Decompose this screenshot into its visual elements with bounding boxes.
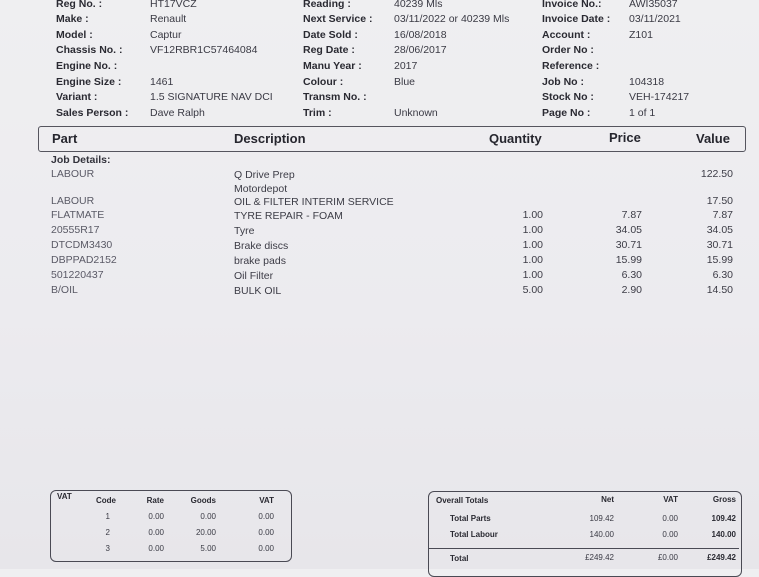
item-price: 2.90 <box>621 284 642 296</box>
vat-cell: 0.00 <box>258 512 274 521</box>
totals-gross: 140.00 <box>711 530 736 539</box>
item-description: TYRE REPAIR - FOAM <box>234 210 343 222</box>
totals-net: 140.00 <box>589 530 614 539</box>
field-value: 03/11/2022 or 40239 Mls <box>394 13 510 25</box>
item-quantity: 1.00 <box>522 209 543 221</box>
field-label: Job No : <box>542 76 584 88</box>
item-price: 30.71 <box>615 239 642 251</box>
field-value: Z101 <box>629 29 653 41</box>
totals-gross: 109.42 <box>711 514 736 523</box>
vat-cell: 3 <box>105 544 110 553</box>
item-description: BULK OIL <box>234 285 282 297</box>
item-value: 15.99 <box>706 254 733 266</box>
field-value: 1.5 SIGNATURE NAV DCI <box>150 91 273 103</box>
field-value: 1 of 1 <box>629 107 656 119</box>
field-label: Reading : <box>303 0 351 10</box>
field-value: 104318 <box>629 76 665 88</box>
field-label: Next Service : <box>303 13 373 25</box>
field-value: 16/08/2018 <box>394 29 447 41</box>
field-label: Trim : <box>303 107 332 119</box>
field-value: Renault <box>150 13 187 25</box>
item-quantity: 5.00 <box>522 284 543 296</box>
totals-column-header: VAT <box>663 495 678 504</box>
item-value: 34.05 <box>706 224 733 236</box>
item-quantity: 1.00 <box>522 239 543 251</box>
grand-total-gross: £249.42 <box>707 553 736 562</box>
field-label: Reg No. : <box>56 0 103 10</box>
field-label: Chassis No. : <box>56 44 123 56</box>
field-label: Variant : <box>56 91 98 103</box>
item-value: 14.50 <box>706 284 733 296</box>
description-column-header: Description <box>234 131 306 146</box>
vat-cell: 1 <box>105 512 110 521</box>
field-label: Stock No : <box>542 91 594 103</box>
field-value: 40239 Mls <box>394 0 443 10</box>
item-description: Motordepot <box>234 183 288 195</box>
vat-cell: 2 <box>105 528 110 537</box>
field-value: HT17VCZ <box>150 0 197 10</box>
item-value: 30.71 <box>706 239 733 251</box>
field-label: Manu Year : <box>303 60 362 72</box>
vat-cell: 0.00 <box>148 544 164 553</box>
grand-total-vat: £0.00 <box>657 553 678 562</box>
part-column-header: Part <box>52 131 78 146</box>
part-code: B/OIL <box>51 284 78 296</box>
field-label: Invoice Date : <box>542 13 611 25</box>
field-label: Colour : <box>303 76 344 88</box>
totals-column-header: Gross <box>712 495 736 504</box>
field-value: 1461 <box>150 76 174 88</box>
item-description: Brake discs <box>234 240 289 252</box>
field-value: Dave Ralph <box>150 107 205 119</box>
part-code: DTCDM3430 <box>51 239 113 251</box>
vat-column-header: Code <box>96 496 116 505</box>
field-label: Make : <box>56 13 89 25</box>
field-label: Order No : <box>542 44 594 56</box>
field-label: Account : <box>542 29 591 41</box>
value-column-header: Value <box>696 131 730 146</box>
item-value: 7.87 <box>712 209 733 221</box>
vat-cell: 0.00 <box>148 512 164 521</box>
part-code: LABOUR <box>51 168 95 180</box>
item-price: 34.05 <box>615 224 642 236</box>
item-value: 17.50 <box>706 195 733 207</box>
part-code: LABOUR <box>51 195 95 207</box>
price-column-header: Price <box>609 130 641 145</box>
part-code: 20555R17 <box>51 224 100 236</box>
field-value: 28/06/2017 <box>394 44 447 56</box>
field-value: AWI35037 <box>629 0 678 10</box>
field-label: Engine Size : <box>56 76 122 88</box>
item-description: Tyre <box>234 225 255 237</box>
item-description: Q Drive Prep <box>234 169 295 181</box>
vat-cell: 0.00 <box>148 528 164 537</box>
grand-total-label: Total <box>450 554 469 563</box>
field-label: Transm No. : <box>303 91 367 103</box>
totals-column-header: Net <box>601 495 614 504</box>
field-label: Invoice No.: <box>542 0 602 10</box>
field-label: Reference : <box>542 60 600 72</box>
vat-cell: 0.00 <box>258 544 274 553</box>
quantity-column-header: Quantity <box>489 131 542 146</box>
job-details-label: Job Details: <box>51 154 111 166</box>
totals-row-label: Total Labour <box>450 530 498 539</box>
totals-row-label: Total Parts <box>450 514 491 523</box>
item-price: 7.87 <box>621 209 642 221</box>
field-label: Page No : <box>542 107 591 119</box>
totals-net: 109.42 <box>589 514 614 523</box>
part-code: DBPPAD2152 <box>51 254 117 266</box>
totals-vat: 0.00 <box>662 514 678 523</box>
item-price: 15.99 <box>615 254 642 266</box>
item-quantity: 1.00 <box>522 224 543 236</box>
item-description: Oil Filter <box>234 270 274 282</box>
vat-column-header: VAT <box>259 496 274 505</box>
vat-column-header: Goods <box>190 496 216 505</box>
field-value: 03/11/2021 <box>629 13 681 25</box>
field-label: Sales Person : <box>56 107 129 119</box>
field-value: VEH-174217 <box>629 91 690 103</box>
item-value: 6.30 <box>712 269 733 281</box>
totals-vat: 0.00 <box>662 530 678 539</box>
part-code: FLATMATE <box>51 209 105 221</box>
vat-cell: 0.00 <box>258 528 274 537</box>
part-code: 501220437 <box>51 269 104 281</box>
field-label: Date Sold : <box>303 29 358 41</box>
field-value: Blue <box>394 76 416 88</box>
totals-divider <box>429 548 739 549</box>
vat-cell: 20.00 <box>195 528 216 537</box>
item-quantity: 1.00 <box>522 269 543 281</box>
vat-column-header: Rate <box>146 496 164 505</box>
grand-total-net: £249.42 <box>585 553 614 562</box>
item-description: brake pads <box>234 255 286 267</box>
field-value: Captur <box>150 29 182 41</box>
field-label: Model : <box>56 29 93 41</box>
item-quantity: 1.00 <box>522 254 543 266</box>
item-description: OIL & FILTER INTERIM SERVICE <box>234 196 394 208</box>
vat-box-title: VAT <box>57 492 72 501</box>
item-value: 122.50 <box>700 168 733 180</box>
field-value: Unknown <box>394 107 438 119</box>
field-value: VF12RBR1C57464084 <box>150 44 258 56</box>
field-value: 2017 <box>394 60 418 72</box>
vat-cell: 0.00 <box>200 512 216 521</box>
overall-totals-title: Overall Totals <box>436 496 489 505</box>
field-label: Engine No. : <box>56 60 118 72</box>
item-price: 6.30 <box>621 269 642 281</box>
vat-cell: 5.00 <box>200 544 216 553</box>
field-label: Reg Date : <box>303 44 355 56</box>
